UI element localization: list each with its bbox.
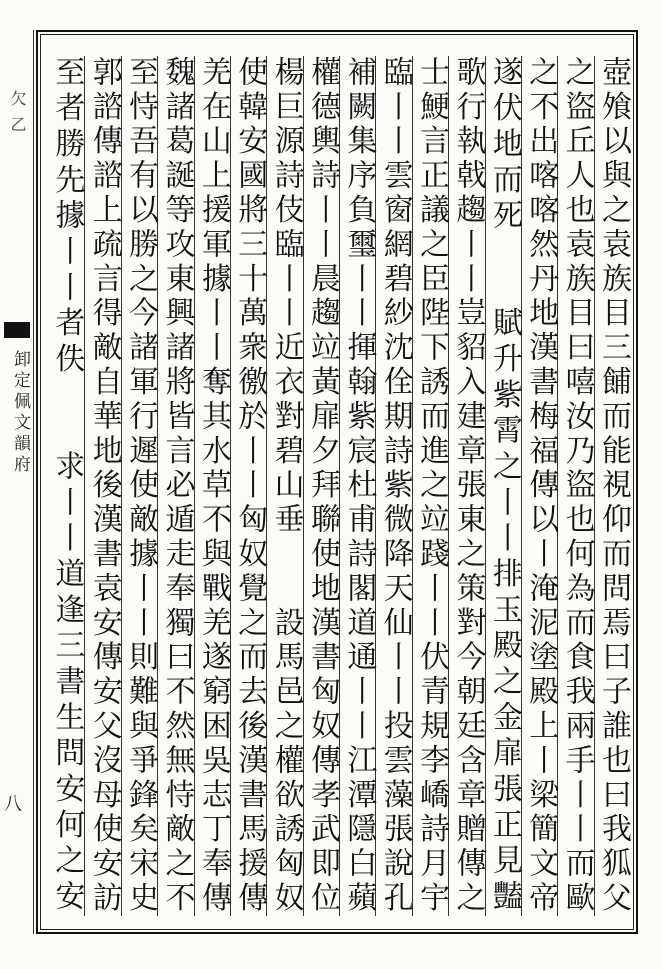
column-text: 壺飧以與之袁族目三餔而能視仰而問焉曰子誰也曰我狐父 <box>596 56 631 916</box>
column-text: 魏諸葛誕等攻東興諸將皆言必遁走奉獨曰不然無恃敵之不 <box>159 56 195 916</box>
page-number: 八 <box>4 794 22 815</box>
spine-title: 卸定佩文韻府 <box>10 350 30 476</box>
column-text: 之不出喀喀然丹地漢書梅福傳以丨淹泥塗殿上丨梁簡文帝 <box>523 56 559 916</box>
text-column-3 <box>521 56 557 916</box>
column-text: 士鯁言正議之臣陛下誘而進之竝踐丨丨伏青規李嶠詩月宇 <box>414 56 450 916</box>
column-text: 至者勝先據丨丨者佚 求丨丨道逢三書生問安何之安 <box>49 56 85 916</box>
column-text: 遂伏地而死 賦升紫霄之丨丨排玉殿之金扉張正見豔 <box>486 56 522 916</box>
page-gutter <box>0 30 36 934</box>
column-text: 歌行執戟趨丨丨豈貂入建章張東之策對今朝廷含章贈傳之 <box>450 56 486 916</box>
text-block <box>48 56 630 916</box>
text-column-5 <box>448 56 484 916</box>
column-text: 楊巨源詩伎臨丨丨近衣對碧山垂 設馬邑之權欲誘匈奴 <box>268 56 304 916</box>
text-column-12 <box>194 56 230 916</box>
column-text: 羌在山上援軍據丨丨奪其水草不與戰羌遂窮困吳志丁奉傳 <box>195 56 231 916</box>
text-column-2 <box>557 56 593 916</box>
column-text: 臨丨丨雲窗網碧紗沈佺期詩紫微降天仙丨丨投雲藻張說孔 <box>377 56 413 916</box>
text-column-6 <box>412 56 448 916</box>
column-text: 權德輿詩丨丨晨趨竝黃扉夕拜聯使地漢書匈奴傳孝武即位 <box>305 56 340 916</box>
text-column-16 <box>48 56 84 916</box>
column-text: 郭諮傳諮上疏言得敵自華地後漢書袁安傳安父沒母使安訪 <box>86 56 122 916</box>
text-column-8 <box>339 56 375 916</box>
gutter-fishtail-mark <box>4 322 30 338</box>
column-text: 至恃吾有以勝之今諸軍行遲使敵據丨丨則難與爭鋒矣宋史 <box>123 56 159 916</box>
text-column-9 <box>303 56 339 916</box>
text-column-15 <box>84 56 120 916</box>
text-column-11 <box>230 56 266 916</box>
column-text: 使韓安國將三十萬衆徼於丨丨匈奴覺之而去後漢書馬援傳 <box>232 56 268 916</box>
gutter-divider <box>33 30 34 934</box>
text-column-4 <box>485 56 521 916</box>
text-column-1 <box>594 56 630 916</box>
text-column-13 <box>157 56 193 916</box>
gutter-top-marks: 欠乙 <box>8 90 27 142</box>
text-column-14 <box>121 56 157 916</box>
text-column-7 <box>375 56 411 916</box>
column-text: 補闕集序負璽丨丨揮翰紫宸杜甫詩閣道通丨丨江潭隱白蘋 <box>341 56 377 916</box>
column-text: 之盜丘人也袁族目曰嘻汝乃盜也何為而食我兩手丨丨而歐 <box>559 56 595 916</box>
text-column-10 <box>266 56 302 916</box>
